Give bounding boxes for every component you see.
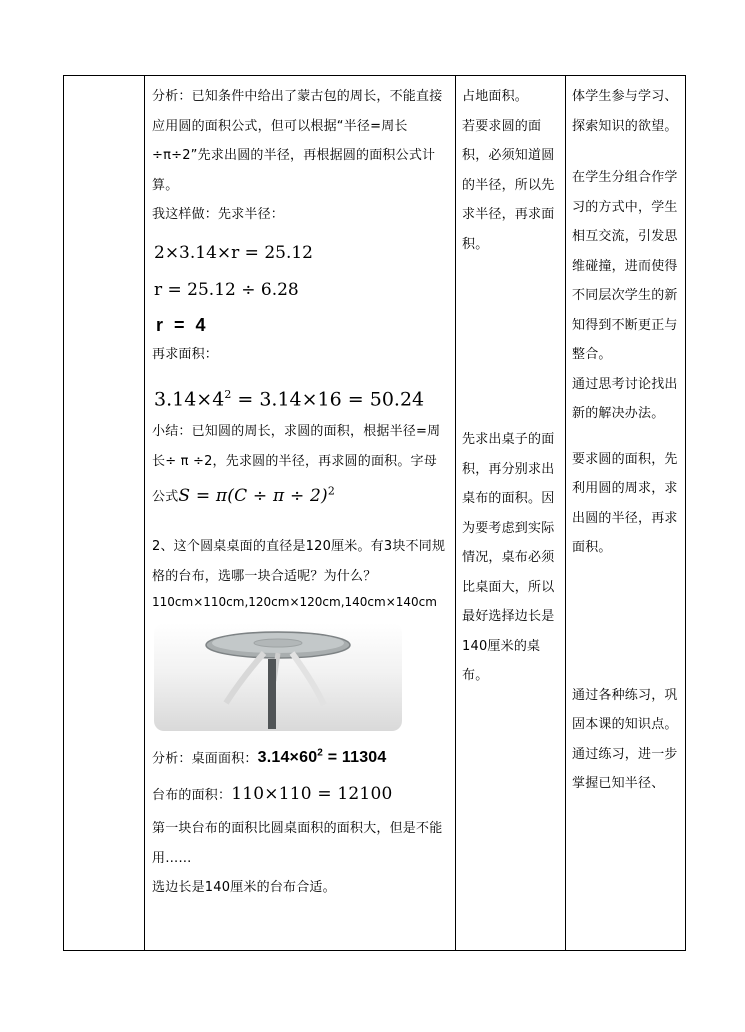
cloth-area-equation: 110×110 = 12100 xyxy=(231,784,393,805)
equation-radius-1: 2×3.14×r = 25.12 xyxy=(154,242,314,263)
intent-text-2: 在学生分组合作学习的方式中，学生相互交流，引发思维碰撞，进而使得不同层次学生的新知得到不断更正与整合。 xyxy=(572,170,678,362)
equation-radius-result: r = 4 xyxy=(156,314,209,335)
round-table-image xyxy=(154,623,402,731)
intent-text-1: 体学生参与学习、探索知识的欲望。 xyxy=(572,89,678,134)
student-text-1: 占地面积。 xyxy=(462,89,529,104)
lesson-table xyxy=(63,75,686,951)
teaching-content-cell xyxy=(145,76,456,951)
intent-text-4: 要求圆的面积，先利用圆的周求，求出圆的半径，再求面积。 xyxy=(572,451,678,555)
analysis-2: 分析：桌面面积：$3.14\times 60^2 = 11304$ xyxy=(152,748,387,767)
problem-2: 2、这个圆桌桌面的直径是120厘米。有3块不同规格的台布，选哪一块合适呢？为什么？ xyxy=(152,539,446,584)
summary-paragraph: 小结：已知圆的周长，求圆的面积，根据半径=周长÷ π ÷2，先求圆的半径，再求圆的面积。字母公式$S = \pi(C \div \pi \div 2)^2$ xyxy=(152,424,441,506)
student-activity-cell xyxy=(456,76,566,951)
intent-text-3: 通过思考讨论找出新的解决办法。 xyxy=(572,376,678,421)
student-text-2: 若要求圆的面积，必须知道圆的半径，所以先求半径，再求面积。 xyxy=(462,118,555,252)
analysis-paragraph-1: 分析：已知条件中给出了蒙古包的周长，不能直接应用圆的面积公式，但可以根据“半径=周长÷π÷2”先求出圆的半径，再根据圆的面积公式计算。 xyxy=(152,89,443,193)
letter-formula: $S = \pi(C \div \pi \div 2)^2$ xyxy=(178,484,336,506)
intent-text-5: 通过各种练习，巩固本课的知识点。 xyxy=(572,687,678,732)
design-intent-cell xyxy=(566,76,686,951)
equation-area: $3.14\times 4^2 = 3.14\times 16 = 50.24$ xyxy=(154,388,425,411)
intent-text-6: 通过练习，进一步掌握已知半径、 xyxy=(572,746,678,791)
conclusion-1: 第一块台布的面积比圆桌面积的面积大，但是不能用…… xyxy=(152,821,443,866)
conclusion-2: 选边长是140厘米的台布合适。 xyxy=(152,880,336,896)
cloth-area: 台布的面积：110×110 = 12100 xyxy=(152,784,393,805)
tablecloth-sizes: 110cm×110cm,120cm×120cm,140cm×140cm xyxy=(152,595,437,610)
student-text-3: 先求出桌子的面积，再分别求出桌布的面积。因为要考虑到实际情况，桌布必须比桌面大，所以最好选择边长是140厘米的桌布。 xyxy=(462,432,555,683)
area-intro: 再求面积： xyxy=(152,346,219,362)
method-intro: 我这样做：先求半径： xyxy=(152,207,285,222)
equation-radius-2: r = 25.12 ÷ 6.28 xyxy=(154,279,299,300)
left-empty-cell xyxy=(64,76,145,951)
table-area-equation: $3.14\times 60^2 = 11304$ xyxy=(257,748,387,767)
